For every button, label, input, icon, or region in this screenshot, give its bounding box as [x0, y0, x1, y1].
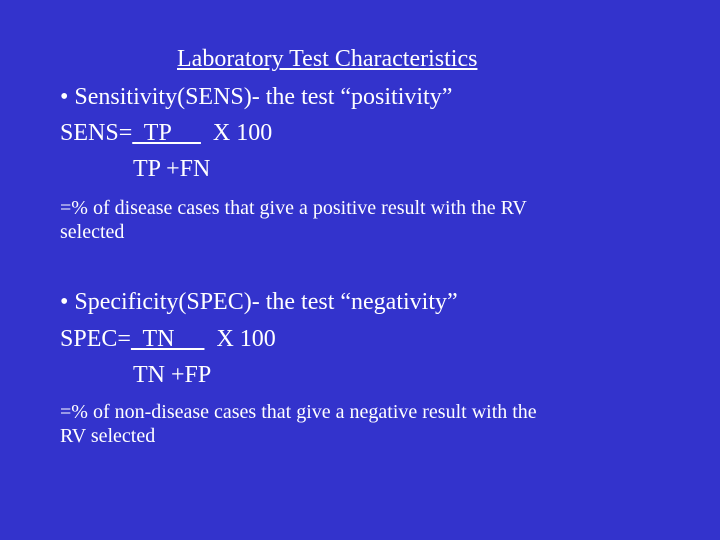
sensitivity-denominator: TP +FN	[133, 156, 211, 182]
sensitivity-formula-prefix: SENS=	[60, 120, 133, 146]
specificity-description-line-1: =% of non-disease cases that give a negative result with the	[60, 401, 537, 423]
sensitivity-description-line-2: selected	[60, 221, 125, 243]
specificity-multiplier: X 100	[204, 326, 276, 352]
specificity-formula-prefix: SPEC=	[60, 326, 131, 352]
specificity-formula	[60, 326, 276, 353]
sensitivity-multiplier: X 100	[200, 120, 273, 146]
specificity-description-line-2: RV selected	[60, 425, 156, 447]
specificity-numerator: TN	[130, 326, 205, 352]
specificity-bullet: • Specificity(SPEC)- the test “negativity”	[60, 289, 458, 315]
sensitivity-bullet: • Sensitivity(SENS)- the test “positivity”	[60, 84, 453, 110]
sensitivity-description-line-1: =% of disease cases that give a positive result with the RV	[60, 197, 527, 219]
slide-title: Laboratory Test Characteristics	[177, 46, 478, 72]
sensitivity-formula	[60, 120, 272, 147]
sensitivity-numerator: TP	[132, 120, 201, 146]
specificity-denominator: TN +FP	[133, 362, 212, 388]
